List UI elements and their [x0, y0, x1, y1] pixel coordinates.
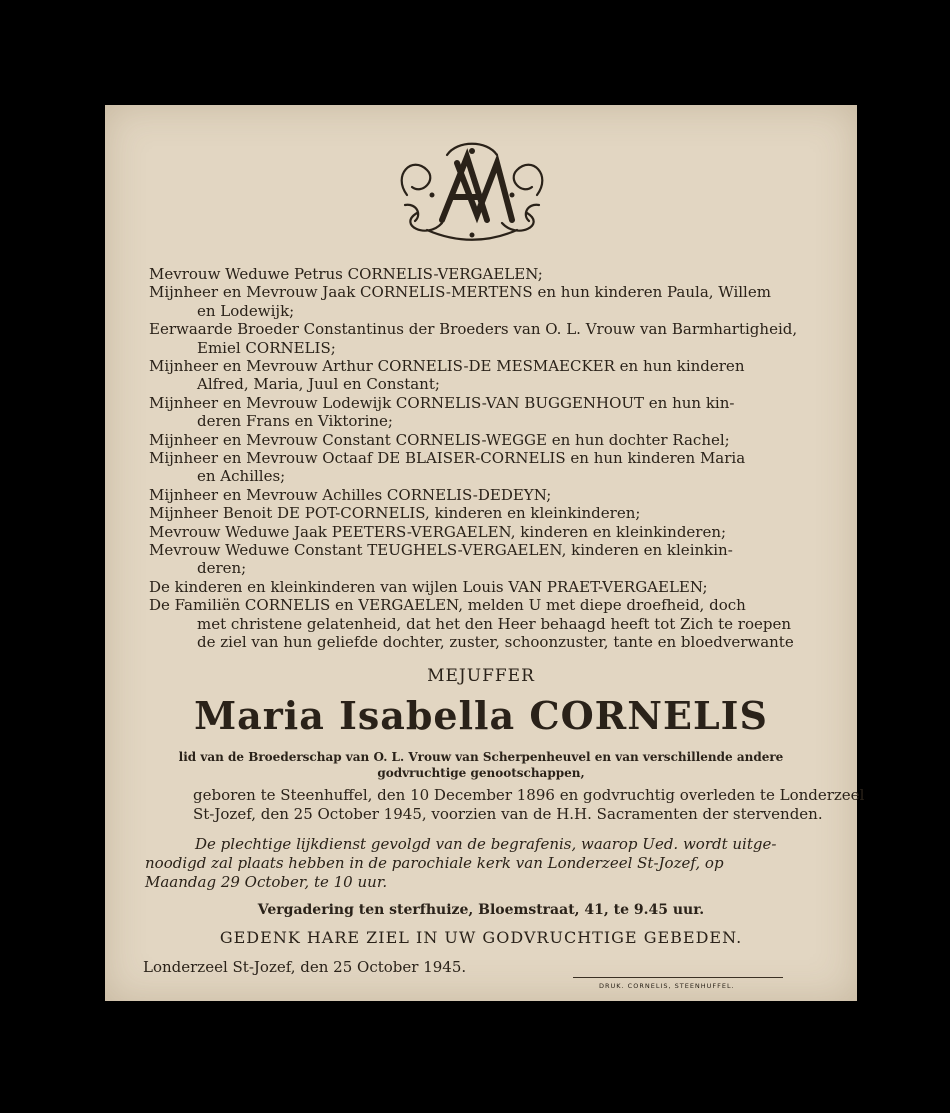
family-line: en Lodewijk;	[197, 301, 295, 320]
birth-line-2: St-Jozef, den 25 October 1945, voorzien van de H.H. Sacramenten der stervenden.	[193, 805, 823, 823]
prayer-request: GEDENK HARE ZIEL IN UW GODVRUCHTIGE GEBEDEN.	[219, 928, 743, 947]
family-line: Alfred, Maria, Juul en Constant;	[197, 375, 440, 394]
deceased-name: Maria Isabella CORNELIS	[194, 693, 768, 738]
family-line: Mijnheer en Mevrouw Jaak CORNELIS-MERTENS en hun kinderen Paula, Willem	[149, 283, 771, 302]
family-line: Eerwaarde Broeder Constantinus der Broeders van O. L. Vrouw van Barmhartigheid,	[149, 320, 798, 339]
membership-line-1: lid van de Broederschap van O. L. Vrouw van Scherpenheuvel en van verschillende andere	[178, 750, 784, 764]
family-line: Mijnheer en Mevrouw Arthur CORNELIS-DE MESMAECKER en hun kinderen	[149, 357, 745, 375]
family-line: Mevrouw Weduwe Petrus CORNELIS-VERGAELEN;	[149, 265, 543, 283]
service-line-3: Maandag 29 October, te 10 uur.	[145, 873, 388, 891]
family-line: deren;	[197, 559, 247, 578]
divider-line	[573, 977, 783, 978]
family-line: Mijnheer en Mevrouw Octaaf DE BLAISER-CORNELIS en hun kinderen Maria	[149, 449, 746, 467]
service-line-1: De plechtige lijkdienst gevolgd van de begrafenis, waarop Ued. wordt uitge-	[195, 835, 777, 853]
family-line: Mijnheer en Mevrouw Lodewijk CORNELIS-VAN BUGGENHOUT en hun kin-	[149, 393, 735, 412]
service-line-2: noodigd zal plaats hebben in de parochiale kerk van Londerzeel St-Jozef, op	[145, 854, 724, 872]
family-line: de ziel van hun geliefde dochter, zuster, schoonzuster, tante en bloedverwante	[197, 633, 794, 651]
family-line: Emiel CORNELIS;	[197, 338, 336, 357]
family-line: Mijnheer Benoit DE POT-CORNELIS, kinderen en kleinkinderen;	[149, 504, 641, 523]
membership-line-2: godvruchtige genootschappen,	[377, 766, 585, 780]
gathering-notice: Vergadering ten sterfhuize, Bloemstraat, 41, te 9.45 uur.	[257, 902, 705, 918]
memorial-card	[105, 105, 865, 1001]
family-line: Mevrouw Weduwe Jaak PEETERS-VERGAELEN, kinderen en kleinkinderen;	[149, 522, 727, 541]
family-line: Mijnheer en Mevrouw Achilles CORNELIS-DEDEYN;	[149, 485, 552, 504]
family-line: deren Frans en Viktorine;	[197, 412, 393, 431]
family-line: De Familiën CORNELIS en VERGAELEN, melden U met diepe droefheid, doch	[149, 596, 746, 615]
family-line: De kinderen en kleinkinderen van wijlen Louis VAN PRAET-VERGAELEN;	[149, 577, 708, 596]
monogram-ornament	[387, 135, 557, 245]
family-line: Mevrouw Weduwe Constant TEUGHELS-VERGAELEN, kinderen en kleinkin-	[149, 541, 733, 559]
place-and-date: Londerzeel St-Jozef, den 25 October 1945.	[143, 958, 467, 976]
family-line: Mijnheer en Mevrouw Constant CORNELIS-WEGGE en hun dochter Rachel;	[149, 430, 730, 449]
printer-credit: DRUK. CORNELIS, STEENHUFFEL.	[599, 982, 735, 990]
family-line: met christene gelatenheid, dat het den Heer behaagd heeft tot Zich te roepen	[197, 614, 792, 633]
family-line: en Achilles;	[197, 467, 286, 486]
birth-line-1: geboren te Steenhuffel, den 10 December 1896 en godvruchtig overleden te Londerzeel	[193, 786, 865, 804]
title-label: MEJUFFER	[427, 666, 535, 686]
